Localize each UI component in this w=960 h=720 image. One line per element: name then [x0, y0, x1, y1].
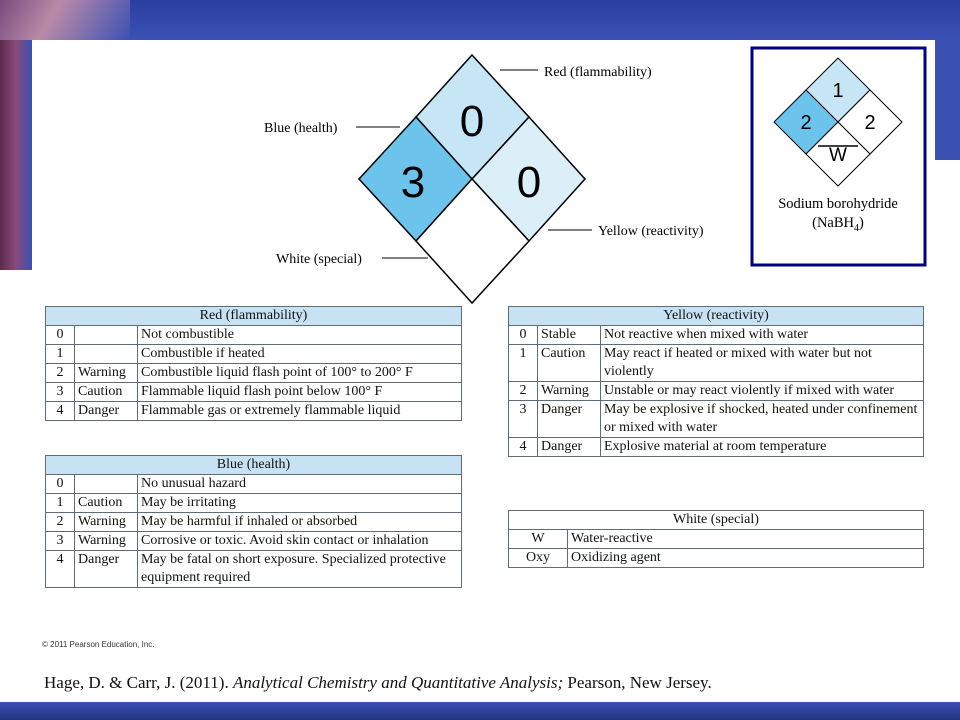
row-description: May be irritating: [138, 494, 462, 513]
row-level: Warning: [538, 382, 601, 401]
row-number: 3: [46, 383, 75, 402]
row-number: 0: [509, 326, 538, 345]
row-level: Caution: [75, 494, 138, 513]
row-level: Danger: [75, 402, 138, 421]
copyright-notice: © 2011 Pearson Education, Inc.: [42, 640, 155, 649]
row-description: Flammable gas or extremely flammable liquid: [138, 402, 462, 421]
row-level: Danger: [538, 401, 601, 438]
row-number: 1: [46, 345, 75, 364]
table-row: [509, 345, 924, 382]
row-description: Unstable or may react violently if mixed with water: [601, 382, 924, 401]
row-level: Danger: [75, 551, 138, 588]
row-description: Not combustible: [138, 326, 462, 345]
row-description: May be explosive if shocked, heated under confinement or mixed with water: [601, 401, 924, 438]
row-number: 3: [509, 401, 538, 438]
table-row: [46, 551, 462, 588]
row-description: May be fatal on short exposure. Specialized protective equipment required: [138, 551, 462, 588]
table-row: [46, 364, 462, 383]
row-number: 3: [46, 532, 75, 551]
row-number: 2: [46, 364, 75, 383]
diamond-left-value: 3: [400, 158, 426, 207]
table-title: Yellow (reactivity): [509, 307, 924, 326]
table-title: White (special): [509, 511, 924, 530]
diamond-right-value: 0: [516, 158, 542, 207]
white-special-table: [508, 510, 924, 568]
table-row: [46, 513, 462, 532]
table-row: [509, 326, 924, 345]
table-row: [46, 494, 462, 513]
row-level: Caution: [538, 345, 601, 382]
example-compound-name: Sodium borohydride: [778, 196, 898, 212]
example-left-value: 2: [800, 112, 812, 134]
label-yellow: Yellow (reactivity): [598, 224, 704, 239]
table-row: [46, 383, 462, 402]
row-level: Stable: [538, 326, 601, 345]
yellow-reactivity-table: [508, 306, 924, 457]
row-description: Corrosive or toxic. Avoid skin contact or inhalation: [138, 532, 462, 551]
row-description: May react if heated or mixed with water but not violently: [601, 345, 924, 382]
row-description: Flammable liquid flash point below 100° F: [138, 383, 462, 402]
table-row: [509, 530, 924, 549]
table-row: [46, 475, 462, 494]
red-flammability-table: [45, 306, 462, 421]
row-level: Warning: [75, 364, 138, 383]
table-row: [46, 345, 462, 364]
label-white: White (special): [276, 252, 362, 267]
table-row: [509, 549, 924, 568]
citation-publisher: Pearson, New Jersey.: [563, 673, 712, 692]
example-top-value: 1: [832, 80, 844, 102]
row-description: Oxidizing agent: [568, 549, 924, 568]
table-row: [509, 382, 924, 401]
row-number: 4: [46, 551, 75, 588]
row-number: 0: [46, 475, 75, 494]
row-level: Warning: [75, 513, 138, 532]
row-description: Water-reactive: [568, 530, 924, 549]
citation-authors: Hage, D. & Carr, J. (2011).: [44, 673, 233, 692]
row-description: No unusual hazard: [138, 475, 462, 494]
citation: [44, 673, 712, 693]
row-number: 1: [509, 345, 538, 382]
row-code: Oxy: [509, 549, 568, 568]
citation-title: Analytical Chemistry and Quantitative Analysis;: [232, 673, 564, 692]
row-number: 2: [46, 513, 75, 532]
row-number: 1: [46, 494, 75, 513]
row-level: Warning: [75, 532, 138, 551]
label-blue: Blue (health): [264, 121, 338, 136]
table-row: [46, 402, 462, 421]
table-title: Red (flammability): [46, 307, 462, 326]
table-row: [46, 326, 462, 345]
row-code: W: [509, 530, 568, 549]
example-bottom-value: W: [829, 145, 847, 166]
row-number: 0: [46, 326, 75, 345]
row-number: 4: [46, 402, 75, 421]
row-level: [75, 326, 138, 345]
table-row: [509, 438, 924, 457]
blue-health-table: [45, 455, 462, 588]
table-title: Blue (health): [46, 456, 462, 475]
example-right-value: 2: [864, 112, 876, 134]
row-description: Combustible if heated: [138, 345, 462, 364]
example-compound-formula: (NaBH$_4$): [812, 215, 864, 234]
row-description: Not reactive when mixed with water: [601, 326, 924, 345]
row-level: [75, 345, 138, 364]
row-level: Caution: [75, 383, 138, 402]
diamond-top-value: 0: [459, 97, 485, 146]
table-row: [509, 401, 924, 438]
label-red: Red (flammability): [544, 65, 652, 80]
row-level: Danger: [538, 438, 601, 457]
row-description: May be harmful if inhaled or absorbed: [138, 513, 462, 532]
row-number: 2: [509, 382, 538, 401]
row-description: Combustible liquid flash point of 100° to 200° F: [138, 364, 462, 383]
table-row: [46, 532, 462, 551]
row-number: 4: [509, 438, 538, 457]
row-description: Explosive material at room temperature: [601, 438, 924, 457]
row-level: [75, 475, 138, 494]
